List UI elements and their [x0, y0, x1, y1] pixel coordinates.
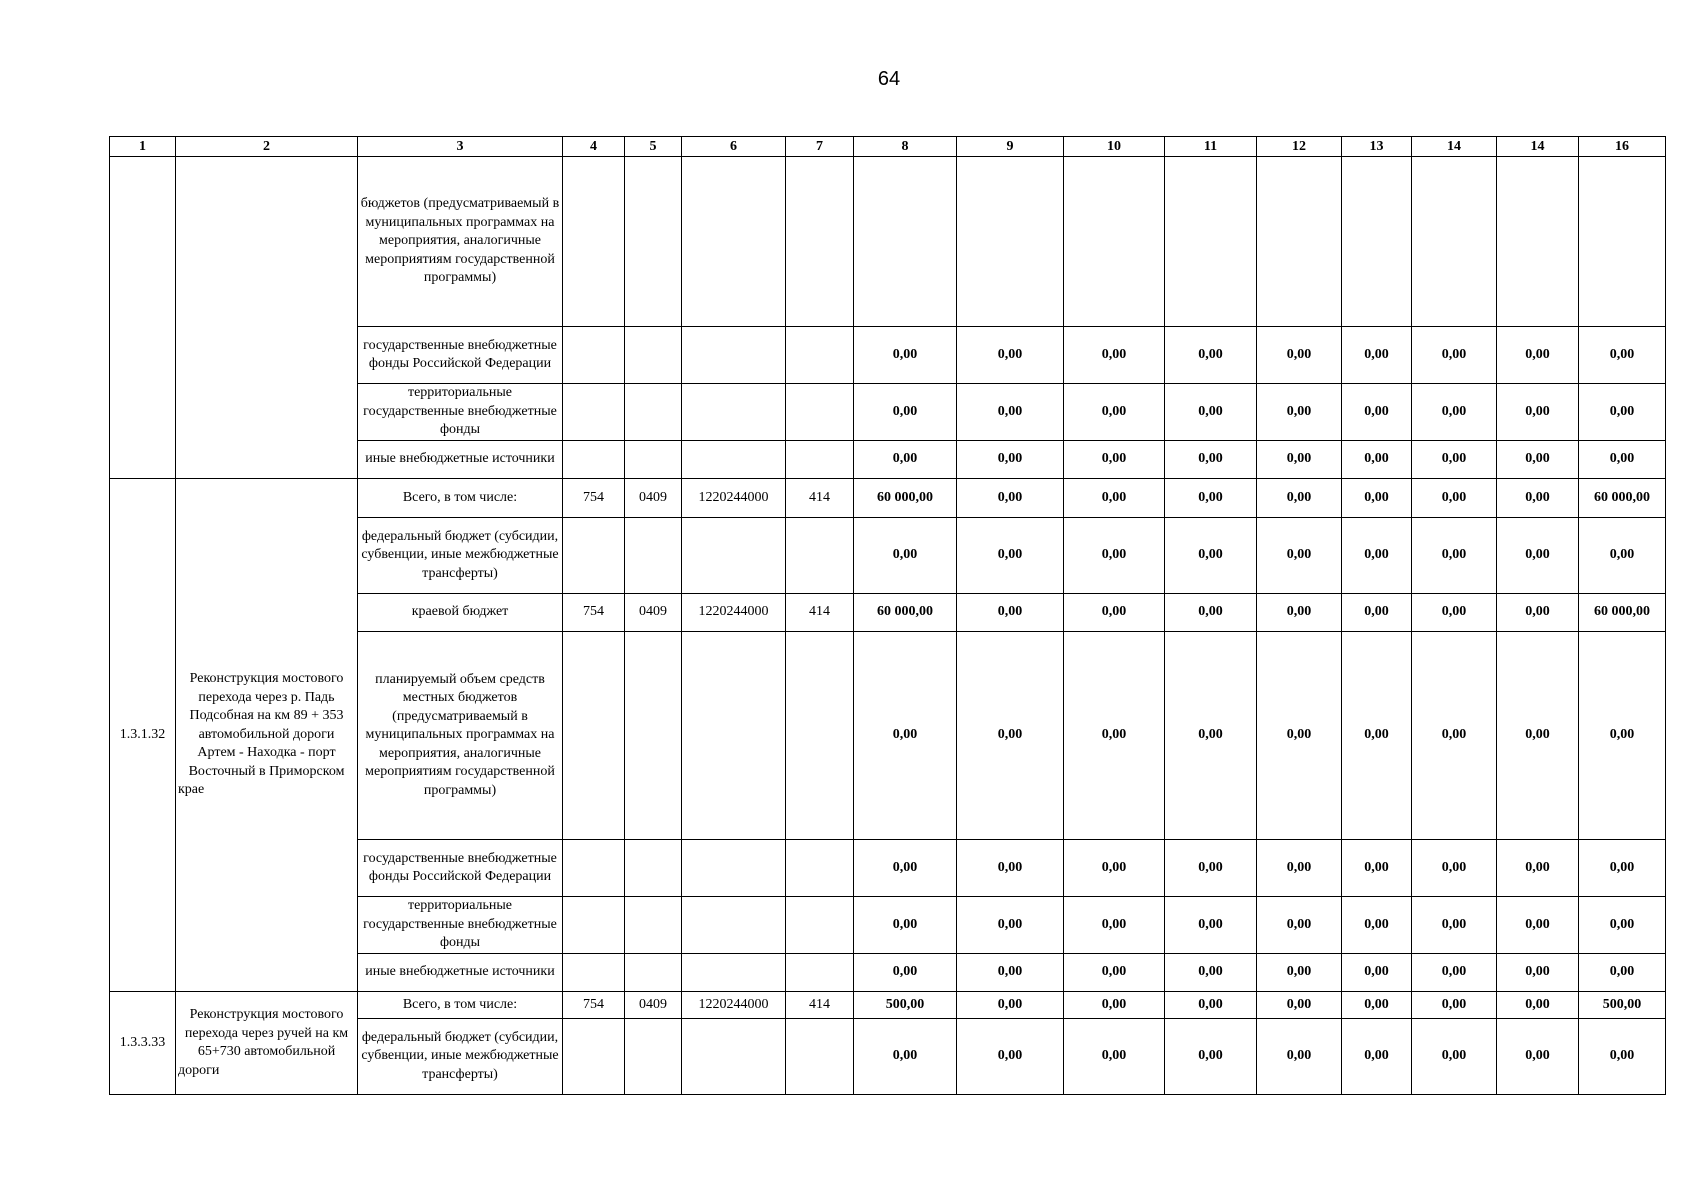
column-header: 16	[1579, 137, 1666, 157]
header-row	[110, 137, 1666, 157]
column-header: 14	[1497, 137, 1579, 157]
value-cell: 0,00	[1257, 992, 1342, 1019]
column-header: 3	[358, 137, 563, 157]
value-cell: 0,00	[1257, 1019, 1342, 1095]
value-cell: 0,00	[1064, 327, 1165, 384]
value-cell: 0,00	[1412, 327, 1497, 384]
value-cell: 0,00	[854, 327, 957, 384]
column-header: 12	[1257, 137, 1342, 157]
source-cell: Всего, в том числе:	[358, 992, 563, 1019]
value-cell: 0,00	[1257, 384, 1342, 441]
value-cell: 0,00	[957, 441, 1064, 479]
code-cell: 0409	[625, 992, 682, 1019]
value-cell: 0,00	[1257, 327, 1342, 384]
value-cell: 0,00	[1257, 632, 1342, 840]
item-name-cell: Реконструкция мостового перехода через р. Падь Подсобная на км 89 + 353 автомобильной дороги Артем - Находка - порт Восточный в Приморском крае	[176, 479, 358, 992]
table-row	[110, 992, 1666, 1019]
value-cell: 0,00	[1064, 518, 1165, 594]
code-cell: 1220244000	[682, 992, 786, 1019]
column-header: 10	[1064, 137, 1165, 157]
value-cell: 0,00	[1165, 632, 1257, 840]
value-cell: 0,00	[1257, 441, 1342, 479]
value-cell: 0,00	[1342, 840, 1412, 897]
value-cell: 0,00	[1165, 384, 1257, 441]
value-cell: 0,00	[1064, 897, 1165, 954]
value-cell: 60 000,00	[854, 594, 957, 632]
value-cell: 0,00	[1342, 897, 1412, 954]
value-cell: 60 000,00	[1579, 594, 1666, 632]
value-cell: 0,00	[1579, 897, 1666, 954]
value-cell: 0,00	[1342, 518, 1412, 594]
value-cell: 0,00	[1257, 594, 1342, 632]
source-cell: бюджетов (предусматриваемый в муниципальных программах на мероприятия, аналогичные мероприятиям государственной программы)	[358, 157, 563, 327]
row-number-cell	[110, 157, 176, 479]
table-row	[110, 157, 1666, 327]
code-cell: 754	[563, 479, 625, 518]
value-cell: 0,00	[1064, 954, 1165, 992]
value-cell: 0,00	[1342, 479, 1412, 518]
value-cell: 0,00	[1497, 897, 1579, 954]
value-cell: 0,00	[1064, 594, 1165, 632]
value-cell: 0,00	[1165, 954, 1257, 992]
value-cell: 0,00	[1497, 954, 1579, 992]
value-cell: 0,00	[854, 1019, 957, 1095]
code-cell: 414	[786, 479, 854, 518]
value-cell: 0,00	[1342, 632, 1412, 840]
value-cell: 0,00	[1497, 327, 1579, 384]
value-cell: 0,00	[957, 992, 1064, 1019]
value-cell: 0,00	[1579, 1019, 1666, 1095]
value-cell: 0,00	[1165, 327, 1257, 384]
value-cell: 0,00	[1165, 897, 1257, 954]
value-cell: 0,00	[854, 518, 957, 594]
value-cell: 60 000,00	[1579, 479, 1666, 518]
page-number: 64	[877, 68, 901, 90]
value-cell: 0,00	[854, 632, 957, 840]
value-cell: 0,00	[1165, 840, 1257, 897]
value-cell: 0,00	[957, 632, 1064, 840]
value-cell: 0,00	[1497, 384, 1579, 441]
value-cell: 0,00	[957, 954, 1064, 992]
value-cell: 0,00	[1165, 441, 1257, 479]
column-header: 6	[682, 137, 786, 157]
value-cell: 0,00	[957, 840, 1064, 897]
value-cell: 0,00	[854, 840, 957, 897]
value-cell: 0,00	[1497, 518, 1579, 594]
value-cell: 500,00	[854, 992, 957, 1019]
column-header: 9	[957, 137, 1064, 157]
value-cell: 0,00	[1412, 632, 1497, 840]
value-cell: 0,00	[854, 954, 957, 992]
value-cell: 0,00	[957, 479, 1064, 518]
value-cell: 0,00	[1497, 992, 1579, 1019]
source-cell: территориальные государственные внебюджетные фонды	[358, 897, 563, 954]
value-cell: 0,00	[1257, 518, 1342, 594]
value-cell: 0,00	[1497, 441, 1579, 479]
value-cell: 0,00	[957, 327, 1064, 384]
column-header: 14	[1412, 137, 1497, 157]
value-cell: 0,00	[1412, 441, 1497, 479]
value-cell: 0,00	[1165, 992, 1257, 1019]
code-cell: 414	[786, 594, 854, 632]
code-cell: 414	[786, 992, 854, 1019]
column-header: 5	[625, 137, 682, 157]
value-cell: 0,00	[1412, 992, 1497, 1019]
value-cell: 0,00	[957, 1019, 1064, 1095]
value-cell: 0,00	[1412, 840, 1497, 897]
value-cell: 0,00	[854, 897, 957, 954]
value-cell: 0,00	[1497, 479, 1579, 518]
source-cell: иные внебюджетные источники	[358, 954, 563, 992]
value-cell: 0,00	[1412, 1019, 1497, 1095]
source-cell: государственные внебюджетные фонды Российской Федерации	[358, 840, 563, 897]
value-cell: 0,00	[1064, 384, 1165, 441]
value-cell: 0,00	[1579, 327, 1666, 384]
value-cell: 0,00	[1342, 441, 1412, 479]
row-number-cell: 1.3.1.32	[110, 479, 176, 992]
value-cell: 0,00	[1064, 840, 1165, 897]
source-cell: иные внебюджетные источники	[358, 441, 563, 479]
source-cell: государственные внебюджетные фонды Российской Федерации	[358, 327, 563, 384]
value-cell: 500,00	[1579, 992, 1666, 1019]
value-cell: 0,00	[1257, 840, 1342, 897]
value-cell: 0,00	[1257, 954, 1342, 992]
value-cell: 0,00	[1342, 594, 1412, 632]
value-cell: 0,00	[1064, 632, 1165, 840]
code-cell: 0409	[625, 594, 682, 632]
item-name-cell	[176, 157, 358, 479]
source-cell: федеральный бюджет (субсидии, субвенции, иные межбюджетные трансферты)	[358, 518, 563, 594]
column-header: 11	[1165, 137, 1257, 157]
code-cell: 754	[563, 992, 625, 1019]
value-cell: 0,00	[1497, 632, 1579, 840]
value-cell: 0,00	[1412, 384, 1497, 441]
value-cell: 0,00	[1165, 1019, 1257, 1095]
budget-table	[109, 136, 1666, 1095]
value-cell: 0,00	[957, 897, 1064, 954]
column-header: 8	[854, 137, 957, 157]
value-cell: 0,00	[854, 441, 957, 479]
value-cell: 0,00	[1579, 518, 1666, 594]
code-cell: 1220244000	[682, 594, 786, 632]
value-cell: 0,00	[1579, 384, 1666, 441]
value-cell: 60 000,00	[854, 479, 957, 518]
code-cell: 754	[563, 594, 625, 632]
source-cell: планируемый объем средств местных бюджетов (предусматриваемый в муниципальных программах на мероприятия, аналогичные мероприятиям государственной программы)	[358, 632, 563, 840]
value-cell: 0,00	[957, 384, 1064, 441]
item-name-cell: Реконструкция мостового перехода через ручей на км 65+730 автомобильной дороги	[176, 992, 358, 1095]
value-cell: 0,00	[1342, 992, 1412, 1019]
value-cell: 0,00	[1412, 479, 1497, 518]
value-cell: 0,00	[1064, 479, 1165, 518]
value-cell: 0,00	[854, 384, 957, 441]
value-cell: 0,00	[1064, 992, 1165, 1019]
source-cell: территориальные государственные внебюджетные фонды	[358, 384, 563, 441]
column-header: 4	[563, 137, 625, 157]
value-cell: 0,00	[1579, 954, 1666, 992]
value-cell: 0,00	[1342, 1019, 1412, 1095]
value-cell: 0,00	[1064, 1019, 1165, 1095]
value-cell: 0,00	[1342, 327, 1412, 384]
column-header: 2	[176, 137, 358, 157]
column-header: 1	[110, 137, 176, 157]
value-cell: 0,00	[1412, 954, 1497, 992]
column-header: 13	[1342, 137, 1412, 157]
value-cell: 0,00	[1497, 840, 1579, 897]
value-cell: 0,00	[1497, 594, 1579, 632]
value-cell: 0,00	[1579, 840, 1666, 897]
value-cell: 0,00	[1412, 518, 1497, 594]
value-cell: 0,00	[1064, 441, 1165, 479]
table-row	[110, 479, 1666, 518]
value-cell: 0,00	[1257, 479, 1342, 518]
value-cell: 0,00	[1497, 1019, 1579, 1095]
value-cell: 0,00	[1165, 518, 1257, 594]
value-cell: 0,00	[1257, 897, 1342, 954]
source-cell: краевой бюджет	[358, 594, 563, 632]
value-cell: 0,00	[1579, 632, 1666, 840]
value-cell: 0,00	[957, 594, 1064, 632]
value-cell: 0,00	[1342, 384, 1412, 441]
column-header: 7	[786, 137, 854, 157]
value-cell: 0,00	[1165, 594, 1257, 632]
code-cell: 1220244000	[682, 479, 786, 518]
value-cell: 0,00	[1165, 479, 1257, 518]
source-cell: Всего, в том числе:	[358, 479, 563, 518]
row-number-cell: 1.3.3.33	[110, 992, 176, 1095]
value-cell: 0,00	[1412, 897, 1497, 954]
value-cell: 0,00	[1579, 441, 1666, 479]
value-cell: 0,00	[1342, 954, 1412, 992]
value-cell: 0,00	[957, 518, 1064, 594]
source-cell: федеральный бюджет (субсидии, субвенции, иные межбюджетные трансферты)	[358, 1019, 563, 1095]
value-cell: 0,00	[1412, 594, 1497, 632]
code-cell: 0409	[625, 479, 682, 518]
